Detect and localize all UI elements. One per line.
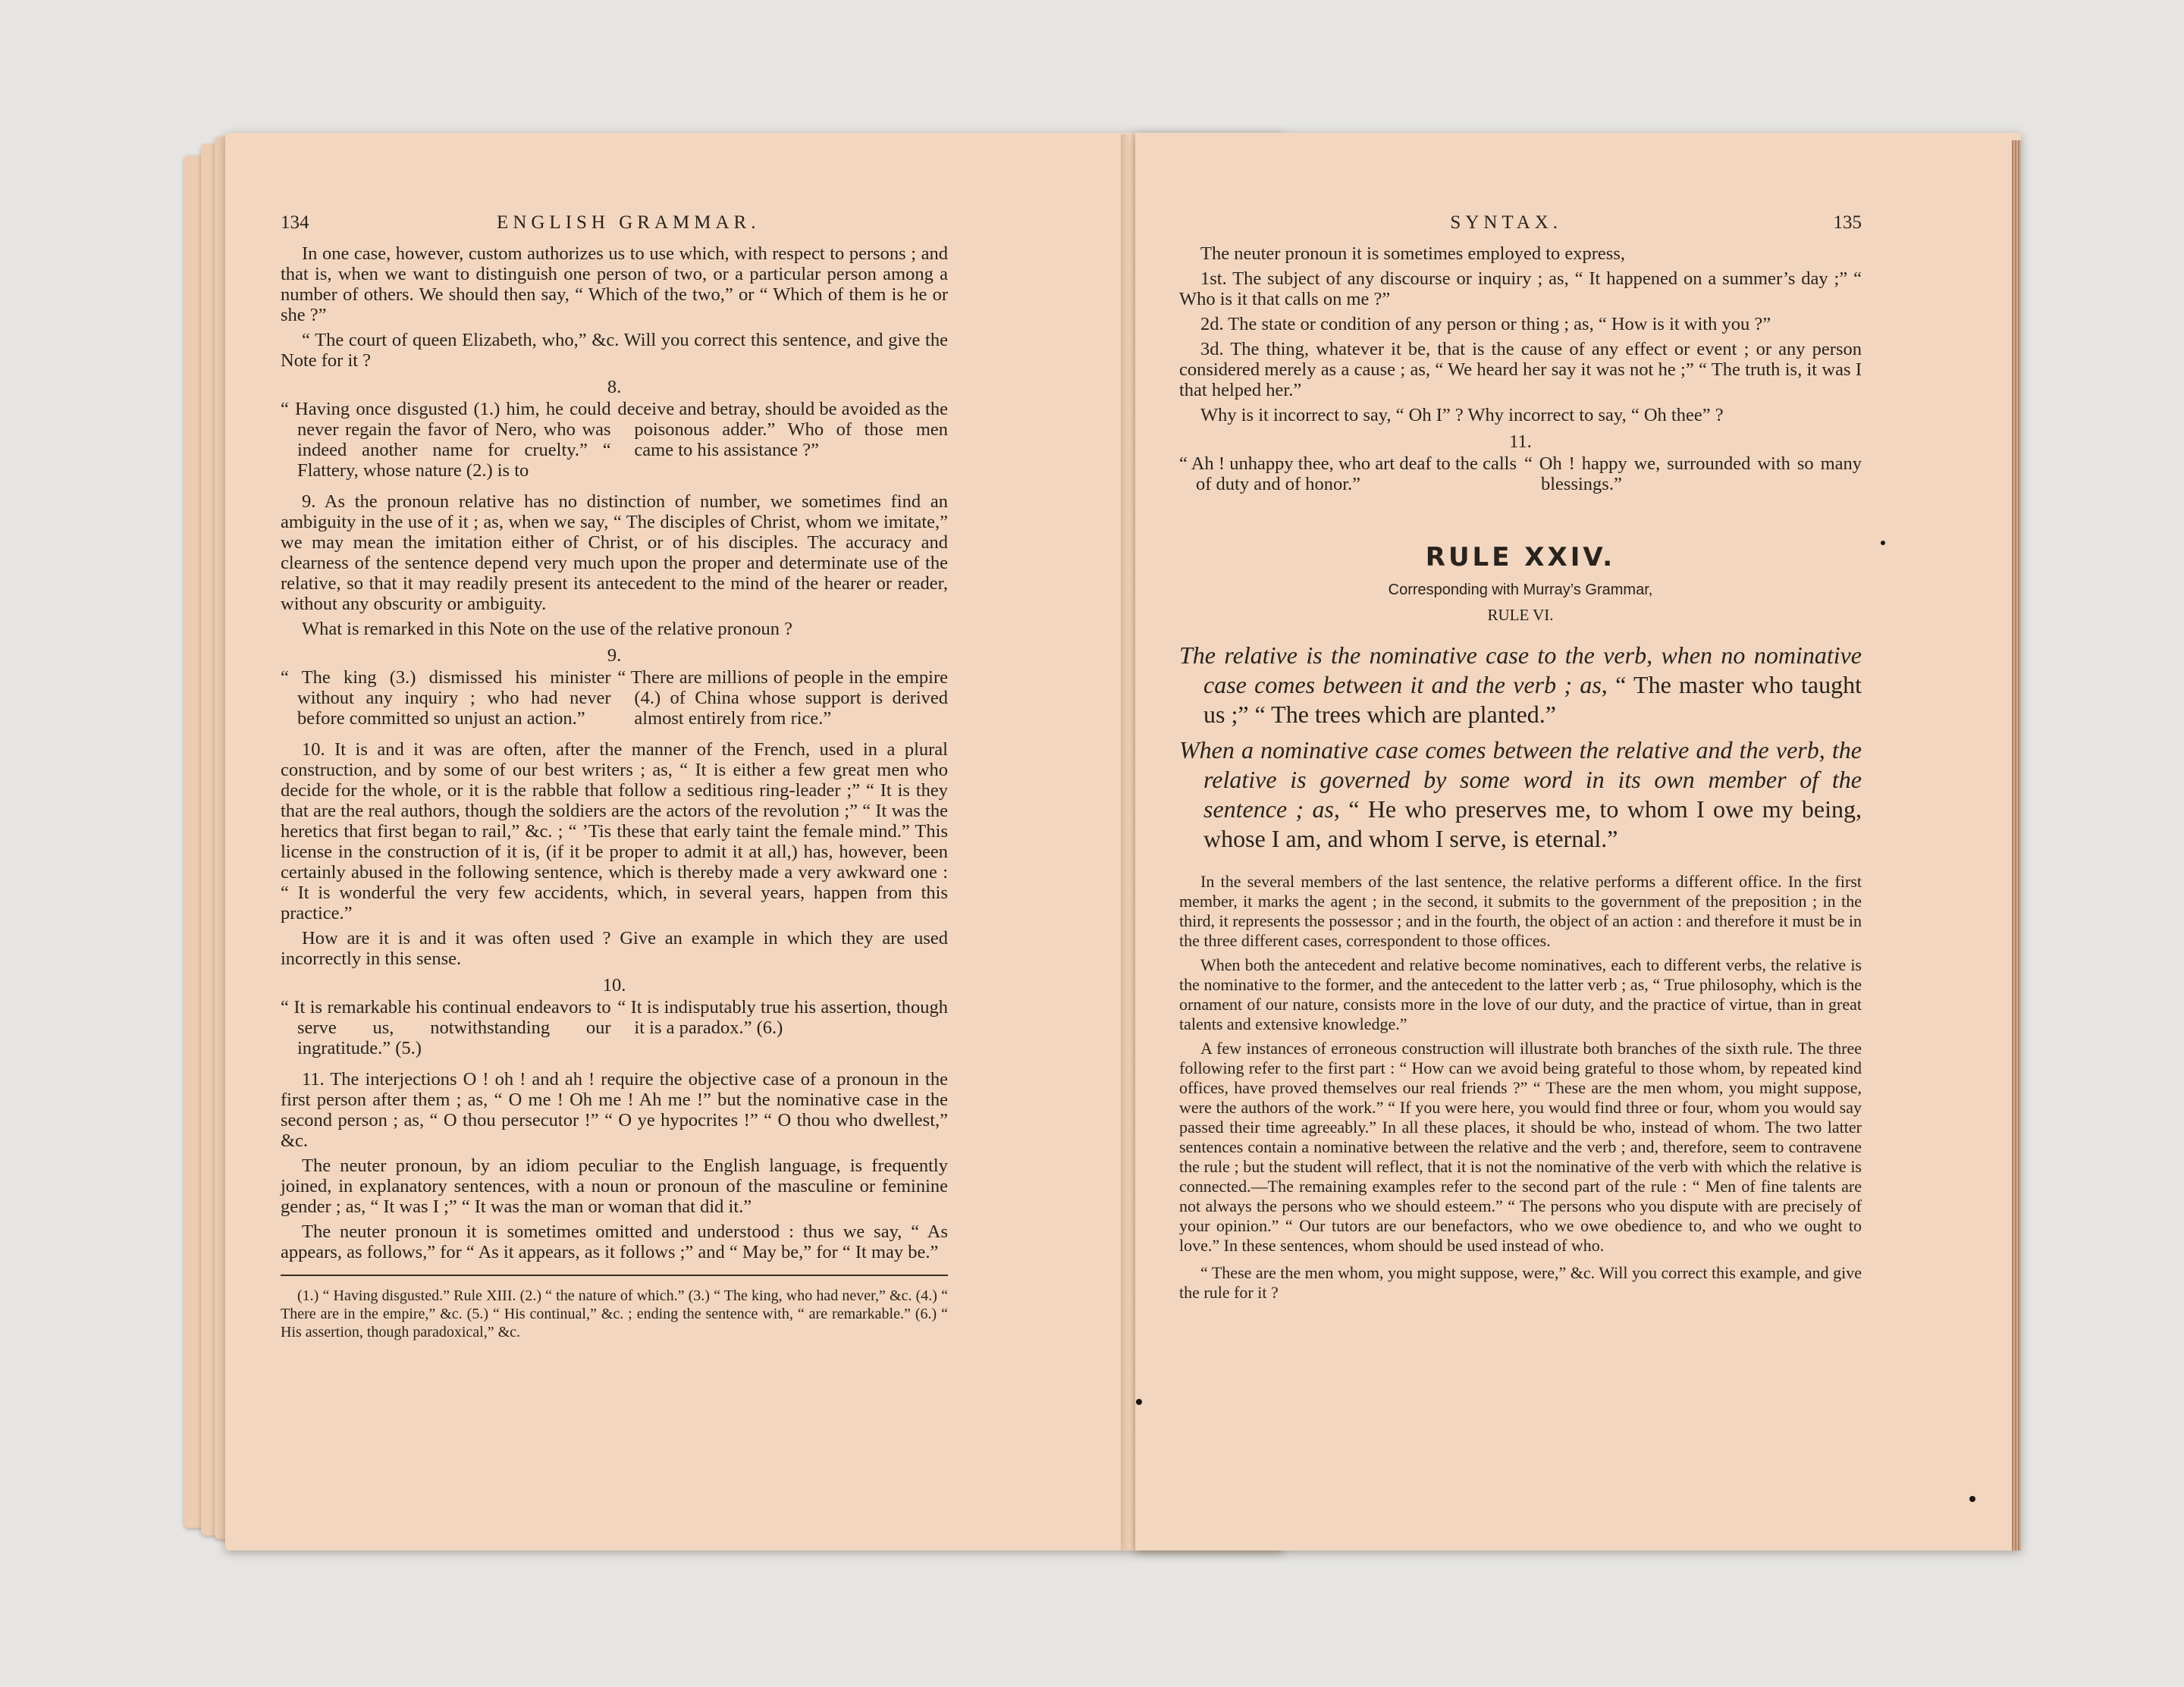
example-9	[281, 667, 948, 729]
rule-statement-1-example: “ The master who taught us ;” “ The trees which are planted.”	[1203, 671, 1862, 728]
example-number-9: 9.	[607, 645, 622, 666]
paragraph-which: In one case, however, custom authorizes us to use which, with respect to persons ; and that is, when we want to distinguish one person of two, or a particular person among a number of others. We should then say, “ Which of the two,” or “ Which of them is he or she ?”	[281, 243, 948, 325]
example-10	[281, 997, 948, 1058]
neuter-item-1: 1st. The subject of any discourse or inquiry ; as, “ It happened on a summer’s day ;” “ Who is it that calls on me ?”	[1179, 268, 1862, 309]
open-book	[178, 125, 2025, 1566]
example-number-11: 11.	[1509, 431, 1532, 452]
example-number-8: 8.	[607, 377, 622, 397]
example-11-col2: “ Oh ! happy we, surrounded with so many blessings.”	[1524, 453, 1862, 494]
question-why: Why is it incorrect to say, “ Oh I” ? Why incorrect to say, “ Oh thee” ?	[1200, 405, 1724, 425]
example-11	[1179, 453, 1862, 494]
speck-mark	[1136, 1399, 1142, 1405]
commentary-paragraph-b: When both the antecedent and relative become nominatives, each to different verbs, the relative is the nominative to the former, and the antecedent to the latter verb ; as, “ True philosophy, which is the ornament of our nature, consists more in the love of our duty, and the practice of virtue, than in great talents and extensive knowledge.”	[1179, 955, 1862, 1033]
rule-statement-1	[1179, 641, 1862, 729]
example-8-col2: deceive and betray, should be avoided as the poisonous adder.” Who of those men came to his assistance ?”	[617, 399, 948, 460]
commentary-paragraph-c: A few instances of erroneous construction will illustrate both branches of the sixth rule. The three following refer to the first part : “ How can we avoid being grateful to those whom, by repeated kind offices, have proved themselves our real friends ?” “ These are the men whom, you might suppose, were the authors of the work.” “ If you were here, you would find three or four, whom you would say passed their time agreeably.” In all these places, it should be who, instead of whom. The two latter sentences contain a nominative between the relative and the verb ; and, therefore, seem to contravene the rule ; but the student will reflect, that it is not the nominative of the verb with which the relative is connected.—The remaining examples refer to the second part of the rule : “ Men of fine talents are not always the persons who we should esteem.” “ The persons who you dispute with are precisely of your opinion.” “ Our tutors are our benefactors, who we owe obedience to, and who we ought to love.” In these sentences, whom should be used instead of who.	[1179, 1039, 1862, 1255]
right-running-head	[1179, 212, 1862, 233]
left-running-head	[281, 212, 948, 233]
example-9-col1: “ The king (3.) dismissed his minister without any inquiry ; who had never before committed so unjust an action.”	[281, 667, 611, 729]
neuter-intro: The neuter pronoun it is sometimes employed to express,	[1200, 243, 1625, 264]
rule-statement-2	[1179, 735, 1862, 854]
rule-commentary	[1179, 872, 1862, 1303]
paragraph-11: 11. The interjections O ! oh ! and ah ! require the objective case of a pronoun in the first person after them ; as, “ O me ! Oh me ! Ah me !” but the nominative case in the second person ; as, “ O thou persecutor !” “ O ye hypocrites !” “ O thou who dwellest,” &c.	[281, 1069, 948, 1151]
neuter-item-2: 2d. The state or condition of any person or thing ; as, “ How is it with you ?”	[1200, 314, 1771, 334]
rule-subheading: Corresponding with Murray’s Grammar,	[1388, 582, 1653, 598]
example-10-col2: “ It is indisputably true his assertion, though it is a paradox.” (6.)	[617, 997, 948, 1038]
neuter-item-3: 3d. The thing, whatever it be, that is the cause of any effect or event ; or any person considered merely as a cause ; as, “ We heard her say it was not he ;” “ The truth is, it was I that helped her.”	[1179, 339, 1862, 400]
paragraph-11-neuter: The neuter pronoun, by an idiom peculiar to the English language, is frequently joined, in explanatory sentences, with a noun or pronoun of the masculine or feminine gender ; as, “ It was I ;” “ It was the man or woman that did it.”	[281, 1156, 948, 1217]
speck-mark	[1881, 541, 1885, 545]
question-10: How are it is and it was often used ? Give an example in which they are used incorrectly in this sense.	[281, 928, 948, 969]
right-running-title: SYNTAX.	[1450, 212, 1563, 233]
rule-statement-1-text: The relative is the nominative case to the verb, when no nominative case comes between it and the verb ; as,	[1179, 641, 1862, 698]
left-running-title: ENGLISH GRAMMAR.	[497, 212, 761, 233]
footnote: (1.) “ Having disgusted.” Rule XIII. (2.) “ the nature of which.” (3.) “ The king, who had never,” &c. (4.) “ There are in the empire,” &c. (5.) “ His continual,” &c. ; ending the sentence with, “ are remarkable.” (6.) “ His assertion, though paradoxical,” &c.	[281, 1275, 948, 1341]
right-page	[1135, 133, 2021, 1551]
paragraph-10: 10. It is and it was are often, after the manner of the French, used in a plural construction, and by some of our best writers ; as, “ It is either a few great men who decide for the whole, or it is the rabble that follow a seditious ring-leader ;” “ It is they that are the real authors, though the soldiers are the actors of the revolution ;” “ It was the heretics that first began to rail,” &c. ; “ ’Tis these that early taint the female mind.” This license in the construction of it is, (if it be proper to admit it at all,) has, however, been certainly abused in the following sentence, which is thereby made a very awkward one : “ It is wonderful the very few accidents, which, in several years, happen from this practice.”	[281, 739, 948, 923]
commentary-paragraph-a: In the several members of the last sentence, the relative performs a different office. In the first member, it marks the agent ; in the second, it submits to the government of the preposition ; in the third, it represents the possessor ; and in the fourth, the object of an action : and therefore it must be in the three different cases, correspondent to those offices.	[1179, 872, 1862, 950]
rule-heading: RULE XXIV.	[1425, 542, 1616, 572]
rule-statement-2-text: When a nominative case comes between the relative and the verb, the relative is governed by some word in its own member of the sentence ; as,	[1179, 736, 1862, 823]
example-10-col1: “ It is remarkable his continual endeavors to serve us, notwithstanding our ingratitude.” (5.)	[281, 997, 611, 1058]
example-11-col1: “ Ah ! unhappy thee, who art deaf to the calls of duty and of honor.”	[1179, 453, 1517, 494]
rule-murray-number: RULE VI.	[1487, 606, 1554, 624]
question-final: “ These are the men whom, you might suppose, were,” &c. Will you correct this example, and give the rule for it ?	[1179, 1263, 1862, 1302]
question-9: What is remarked in this Note on the use of the relative pronoun ?	[302, 619, 793, 639]
speck-mark	[1969, 1496, 1975, 1502]
rule-statement-2-example: “ He who preserves me, to whom I owe my being, whose I am, and whom I serve, is eternal.”	[1203, 795, 1862, 852]
right-page-content	[1179, 212, 1862, 1307]
example-number-10: 10.	[602, 975, 626, 996]
question-court: “ The court of queen Elizabeth, who,” &c. Will you correct this sentence, and give the Note for it ?	[281, 330, 948, 371]
left-page-content	[281, 212, 948, 1341]
left-page-number: 134	[281, 212, 309, 233]
example-9-col2: “ There are millions of people in the empire (4.) of China whose support is derived almost entirely from rice.”	[617, 667, 948, 729]
page-edge	[2012, 140, 2021, 1551]
right-page-number: 135	[1833, 212, 1862, 233]
example-8	[281, 399, 948, 481]
paragraph-9: 9. As the pronoun relative has no distinction of number, we sometimes find an ambiguity in the use of it ; as, when we say, “ The disciples of Christ, whom we imitate,” we may mean the imitation either of Christ, or of his disciples. The accuracy and clearness of the sentence depend very much upon the proper and determinate use of the relative, so that it may readily present its antecedent to the mind of the hearer or reader, without any obscurity or ambiguity.	[281, 491, 948, 614]
example-8-col1: “ Having once disgusted (1.) him, he could never regain the favor of Nero, who was indeed another name for cruelty.” “ Flattery, whose nature (2.) is to	[281, 399, 611, 481]
paragraph-11-omitted: The neuter pronoun it is sometimes omitted and understood : thus we say, “ As appears, as follows,” for “ As it appears, as it follows ;” and “ May be,” for “ It may be.”	[281, 1221, 948, 1262]
